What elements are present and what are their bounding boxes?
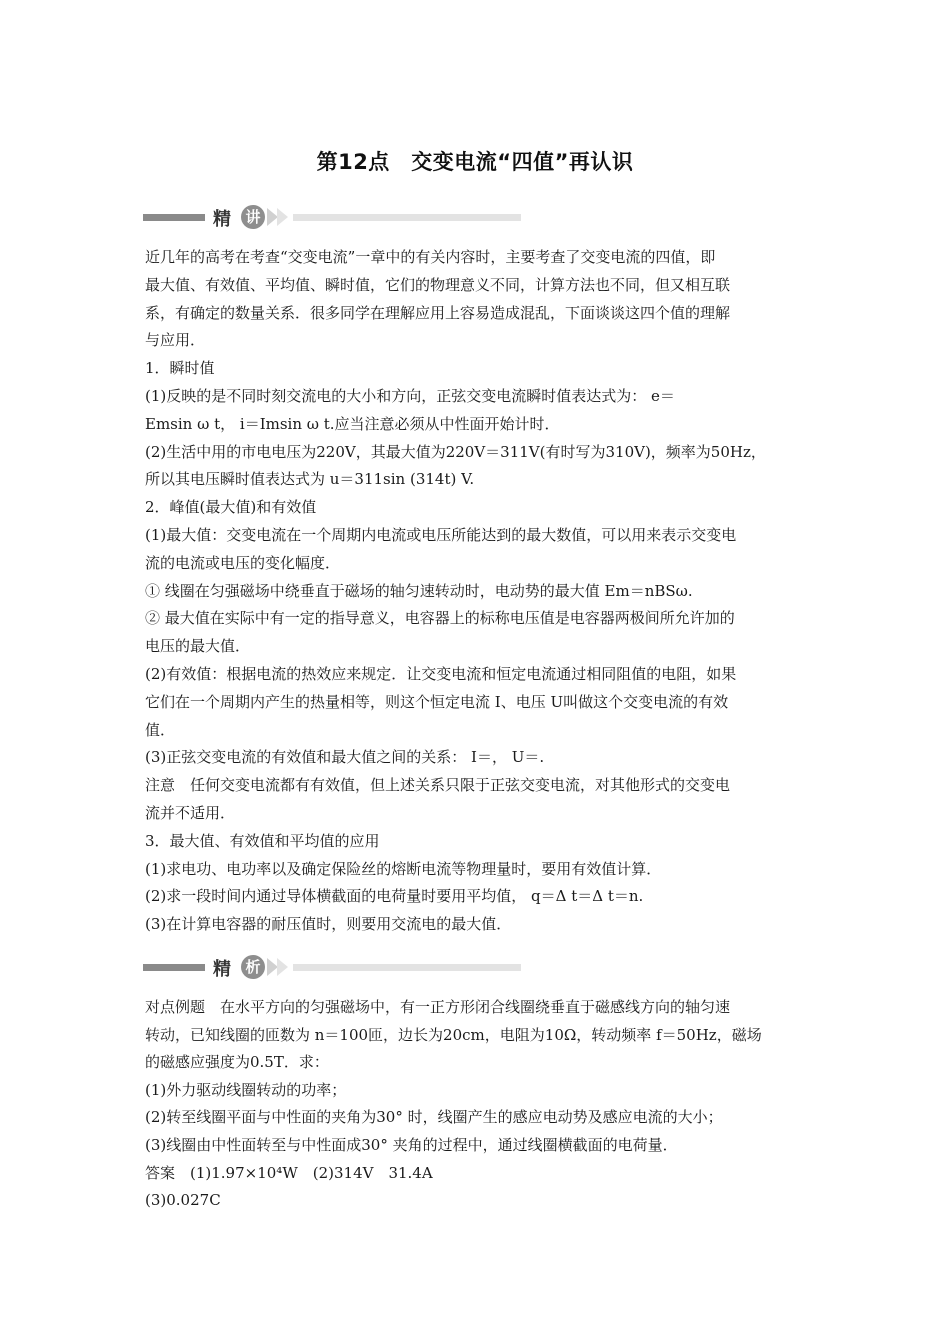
text-line: 流的电流或电压的变化幅度． [145,553,341,572]
text-line: (1)外力驱动线圈转动的功率； [145,1080,347,1099]
text-line: 与应用． [145,331,206,350]
section-jingxi-body [145,994,807,1215]
text-line: 注意 任何交变电流都有有效值，但上述关系只限于正弦交变电流，对其他形式的交变电 [145,776,731,795]
banner-bar-dark [143,964,205,971]
text-line: 转动，已知线圈的匝数为 n＝100匝，边长为20cm，电阻为10Ω，转动频率 f＝50Hz，磁场 [145,1025,762,1044]
text-line: 值． [145,720,176,739]
text-line: (1)反映的是不同时刻交流电的大小和方向，正弦交变电流瞬时值表达式为： e＝ [145,386,675,405]
banner-bar-light [293,214,521,221]
answer-line: 答案 (1)1.97×10⁴W (2)314V 31.4A [145,1163,433,1182]
text-line: (2)生活中用的市电电压为220V，其最大值为220V＝311V(有时写为310V)，频率为50Hz， [145,442,766,461]
section-jingjiang-body [145,244,807,939]
section-banner-jingxi [143,955,523,979]
text-line: 最大值、有效值、平均值、瞬时值，它们的物理意义不同，计算方法也不同，但又相互联 [145,275,731,294]
chevron-right-icon [277,958,288,976]
page-title: 第12点 交变电流“四值”再认识 [316,150,634,174]
answer-line: (3)0.027C [145,1191,221,1210]
text-line: (2)求一段时间内通过导体横截面的电荷量时要用平均值， q＝Δ t＝Δ t＝n. [145,887,644,906]
text-line: (1)最大值：交变电流在一个周期内电流或电压所能达到的最大数值，可以用来表示交变电 [145,525,737,544]
banner-circle-label: 析 [241,955,265,979]
text-line: (2)有效值：根据电流的热效应来规定．让交变电流和恒定电流通过相同阻值的电阻，如果 [145,664,737,683]
text-line: (3)线圈由中性面转至与中性面成30° 夹角的过程中，通过线圈横截面的电荷量． [145,1135,678,1154]
text-line: 它们在一个周期内产生的热量相等，则这个恒定电流 I、电压 U叫做这个交变电流的有效 [145,692,729,711]
text-line: ② 最大值在实际中有一定的指导意义，电容器上的标称电压值是电容器两极间所允许加的 [145,609,735,628]
text-line: (3)在计算电容器的耐压值时，则要用交流电的最大值． [145,915,512,934]
text-line: 对点例题 在水平方向的匀强磁场中，有一正方形闭合线圈绕垂直于磁感线方向的轴匀速 [145,998,731,1016]
banner-bar-dark [143,214,205,221]
text-line: Emsin ω t， i＝Imsin ω t.应当注意必须从中性面开始计时． [145,414,560,433]
banner-bar-light [293,964,521,971]
text-line: 1．瞬时值 [145,359,215,378]
text-line: 流并不适用． [145,803,236,822]
text-line: 的磁感应强度为0.5T．求： [145,1053,329,1072]
chevron-right-icon [277,208,288,226]
text-line: 3．最大值、有效值和平均值的应用 [145,831,380,850]
text-line: (3)正弦交变电流的有效值和最大值之间的关系： I＝， U＝. [145,748,545,767]
text-line: 所以其电压瞬时值表达式为 u＝311sin (314t) V. [145,470,475,489]
text-line: 系，有确定的数量关系．很多同学在理解应用上容易造成混乱，下面谈谈这四个值的理解 [145,303,731,322]
text-line: 近几年的高考在考查“交变电流”一章中的有关内容时，主要考查了交变电流的四值，即 [145,248,716,266]
text-line: 电压的最大值． [145,637,251,656]
text-line: 2．峰值(最大值)和有效值 [145,498,317,517]
text-line: (2)转至线圈平面与中性面的夹角为30° 时，线圈产生的感应电动势及感应电流的大小； [145,1108,723,1127]
section-banner-jingjiang [143,205,523,229]
text-line: ① 线圈在匀强磁场中绕垂直于磁场的轴匀速转动时，电动势的最大值 Em＝nBSω. [145,581,693,600]
banner-label: 精 [213,959,231,980]
banner-label: 精 [213,209,231,230]
banner-circle-label: 讲 [241,205,265,229]
text-line: (1)求电功、电功率以及确定保险丝的熔断电流等物理量时，要用有效值计算． [145,859,662,878]
